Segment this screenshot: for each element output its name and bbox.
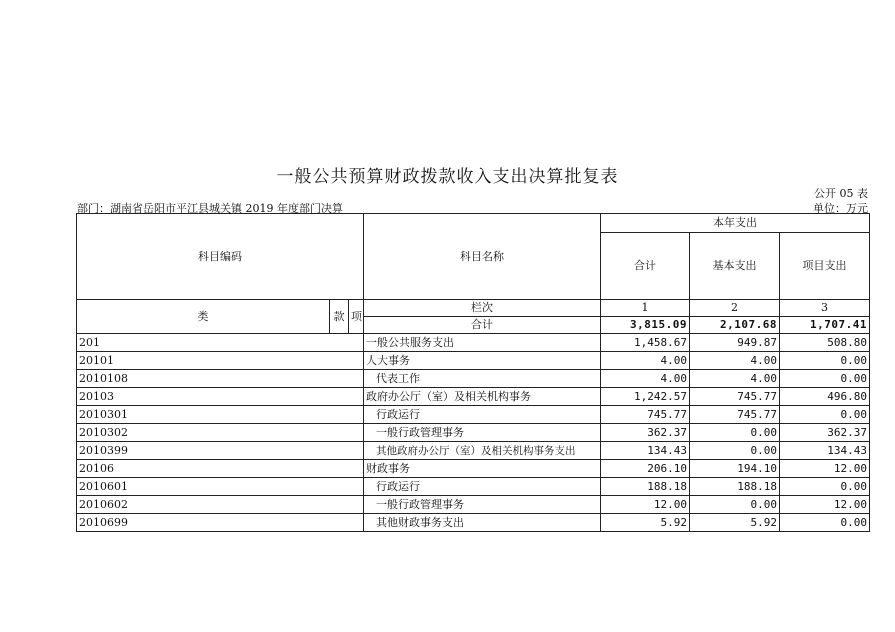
row-name: 政府办公厅（室）及相关机构事务 — [364, 388, 601, 406]
row-name: 行政运行 — [364, 478, 601, 496]
unit-label: 单位：万元 — [813, 202, 868, 215]
header-total: 合计 — [601, 233, 690, 300]
table-row — [77, 388, 870, 406]
totals-project: 1,707.41 — [780, 317, 870, 334]
row-name: 一般公共服务支出 — [364, 334, 601, 352]
row-name: 人大事务 — [364, 352, 601, 370]
table-row — [77, 514, 870, 532]
row-name: 财政事务 — [364, 460, 601, 478]
row-code: 2010108 — [77, 370, 364, 388]
row-basic: 0.00 — [690, 424, 780, 442]
row-code: 20101 — [77, 352, 364, 370]
row-name: 一般行政管理事务 — [364, 424, 601, 442]
row-project: 508.80 — [780, 334, 870, 352]
page-title: 一般公共预算财政拨款收入支出决算批复表 — [276, 167, 619, 187]
row-total: 134.43 — [601, 442, 690, 460]
row-code: 2010399 — [77, 442, 364, 460]
row-total: 206.10 — [601, 460, 690, 478]
header-this-year: 本年支出 — [601, 214, 870, 233]
row-name: 代表工作 — [364, 370, 601, 388]
row-project: 0.00 — [780, 478, 870, 496]
row-project: 0.00 — [780, 352, 870, 370]
row-project: 0.00 — [780, 514, 870, 532]
budget-table — [76, 213, 870, 532]
row-basic: 745.77 — [690, 406, 780, 424]
header-code: 科目编码 — [77, 214, 364, 300]
totals-basic: 2,107.68 — [690, 317, 780, 334]
row-project: 0.00 — [780, 370, 870, 388]
table-row — [77, 334, 870, 352]
table-row — [77, 406, 870, 424]
column-number-2: 2 — [690, 300, 780, 317]
row-code: 20103 — [77, 388, 364, 406]
row-code: 2010302 — [77, 424, 364, 442]
row-project: 134.43 — [780, 442, 870, 460]
row-total: 12.00 — [601, 496, 690, 514]
totals-total: 3,815.09 — [601, 317, 690, 334]
row-basic: 0.00 — [690, 442, 780, 460]
column-number-1: 1 — [601, 300, 690, 317]
header-basic: 基本支出 — [690, 233, 780, 300]
row-basic: 5.92 — [690, 514, 780, 532]
row-project: 12.00 — [780, 460, 870, 478]
row-project: 362.37 — [780, 424, 870, 442]
table-row — [77, 352, 870, 370]
table-row — [77, 496, 870, 514]
header-project: 项目支出 — [780, 233, 870, 300]
row-total: 4.00 — [601, 370, 690, 388]
totals-label: 合计 — [364, 317, 601, 334]
row-code: 2010602 — [77, 496, 364, 514]
table-row — [77, 478, 870, 496]
form-number: 公开 05 表 — [814, 187, 868, 200]
row-name: 其他财政事务支出 — [364, 514, 601, 532]
row-basic: 949.87 — [690, 334, 780, 352]
header-row-1 — [77, 214, 870, 233]
row-total: 1,242.57 — [601, 388, 690, 406]
table-row — [77, 442, 870, 460]
header-xiang: 项 — [349, 300, 364, 334]
row-basic: 188.18 — [690, 478, 780, 496]
row-code: 2010601 — [77, 478, 364, 496]
row-code: 2010699 — [77, 514, 364, 532]
column-number-row — [77, 300, 870, 317]
row-project: 0.00 — [780, 406, 870, 424]
row-code: 201 — [77, 334, 364, 352]
row-total: 4.00 — [601, 352, 690, 370]
header-kuan: 款 — [330, 300, 349, 334]
table-row — [77, 370, 870, 388]
row-total: 362.37 — [601, 424, 690, 442]
column-number-3: 3 — [780, 300, 870, 317]
row-name: 其他政府办公厅（室）及相关机构事务支出 — [364, 442, 601, 460]
row-total: 5.92 — [601, 514, 690, 532]
table-row — [77, 424, 870, 442]
row-basic: 194.10 — [690, 460, 780, 478]
row-total: 188.18 — [601, 478, 690, 496]
header-name: 科目名称 — [364, 214, 601, 300]
table-row — [77, 460, 870, 478]
row-total: 745.77 — [601, 406, 690, 424]
header-lei: 类 — [77, 300, 330, 334]
row-project: 12.00 — [780, 496, 870, 514]
department-label: 部门：湖南省岳阳市平江县城关镇 2019 年度部门决算 — [77, 202, 343, 215]
row-code: 2010301 — [77, 406, 364, 424]
row-total: 1,458.67 — [601, 334, 690, 352]
row-basic: 0.00 — [690, 496, 780, 514]
row-code: 20106 — [77, 460, 364, 478]
column-number-label: 栏次 — [364, 300, 601, 317]
row-name: 行政运行 — [364, 406, 601, 424]
row-project: 496.80 — [780, 388, 870, 406]
row-basic: 4.00 — [690, 370, 780, 388]
row-name: 一般行政管理事务 — [364, 496, 601, 514]
row-basic: 4.00 — [690, 352, 780, 370]
row-basic: 745.77 — [690, 388, 780, 406]
